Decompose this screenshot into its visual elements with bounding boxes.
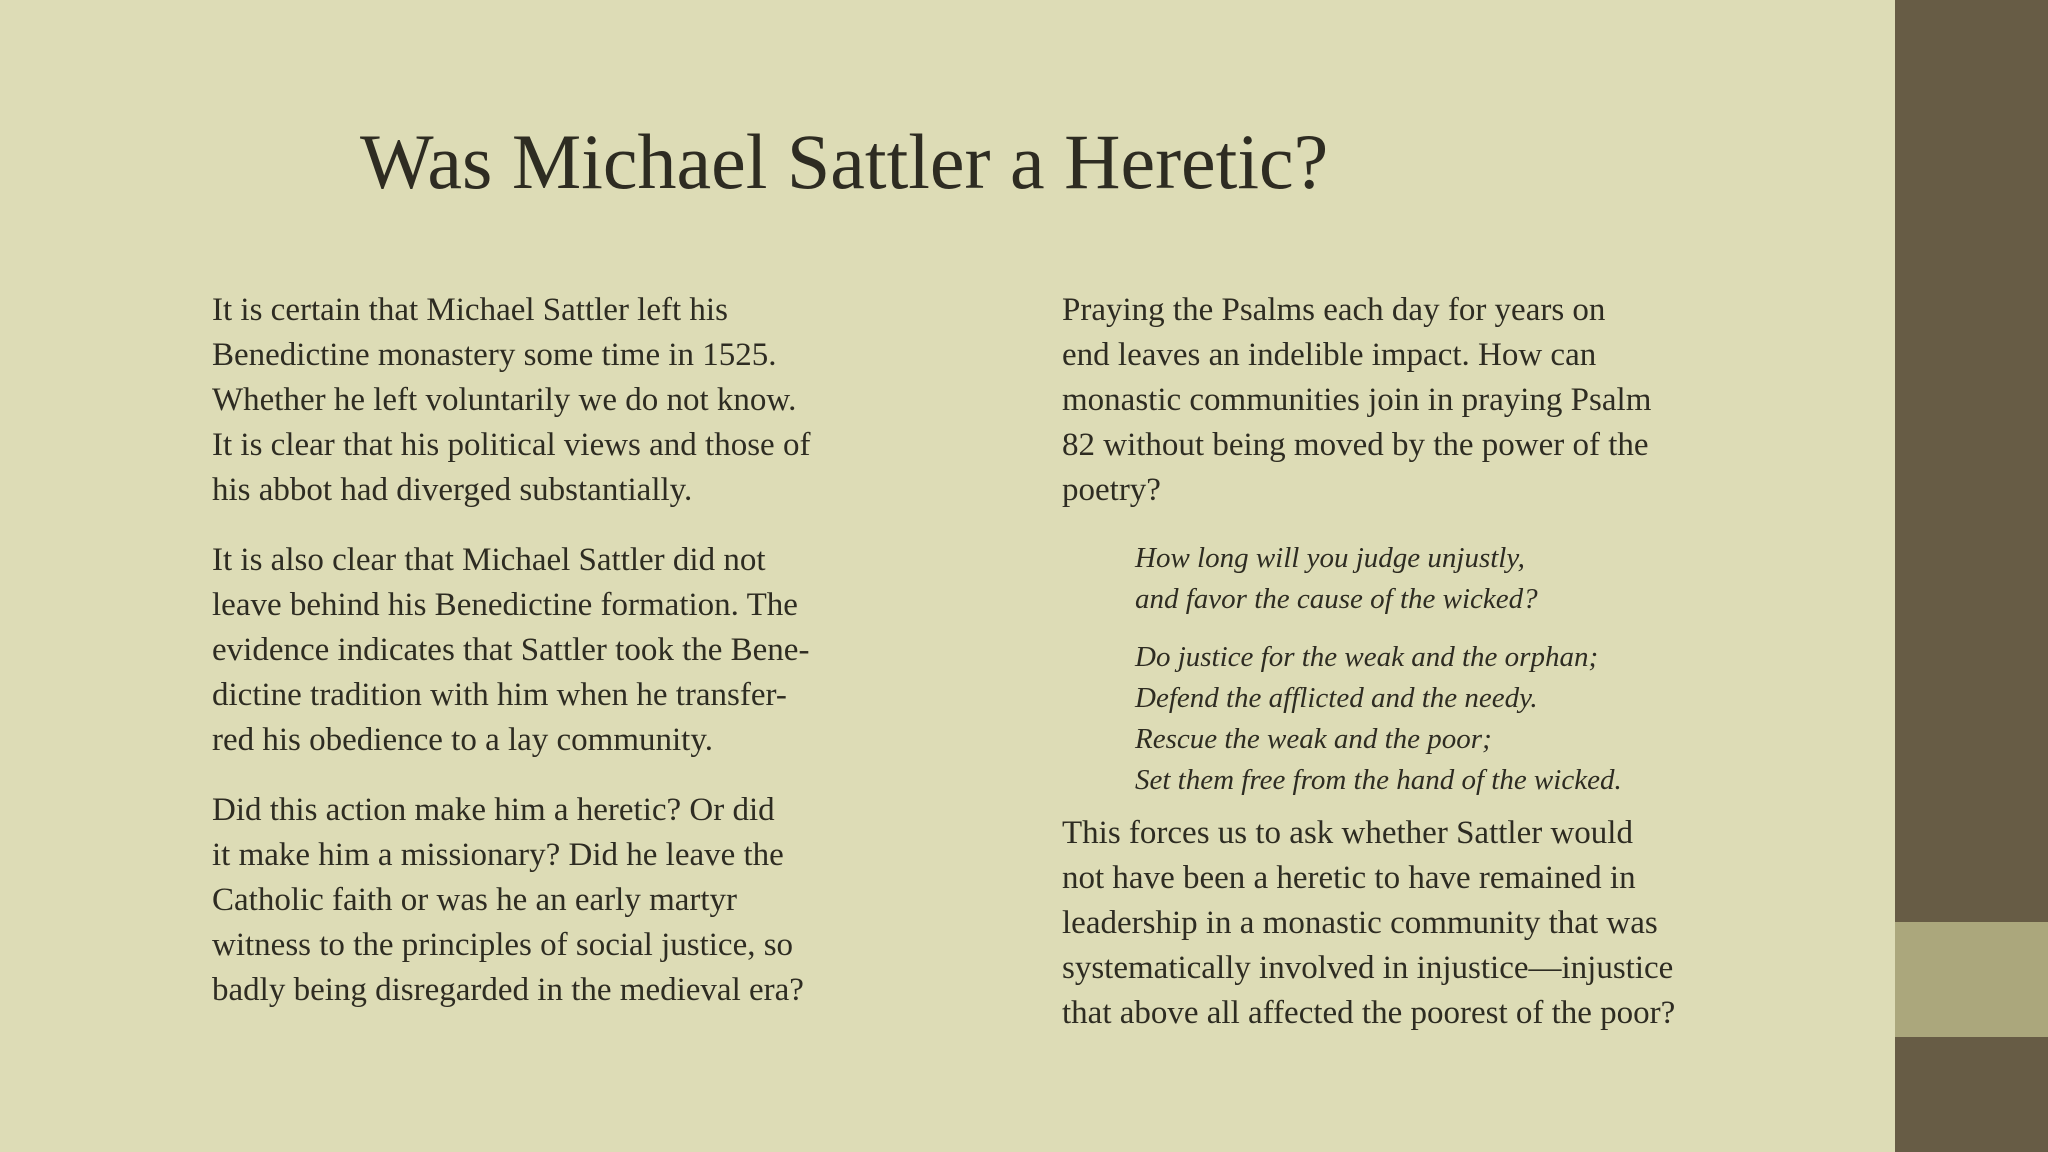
text-line: leadership in a monastic community that was: [1062, 905, 1658, 941]
quote-line: Do justice for the weak and the orphan;: [1135, 641, 1599, 673]
side-accent-block: [1895, 922, 2048, 1037]
paragraph-right-intro: [1032, 288, 1752, 513]
text-line: witness to the principles of social justice, so: [212, 927, 794, 963]
text-line: poetry?: [1062, 472, 1161, 508]
right-column: [1032, 288, 1752, 1061]
text-line: It is also clear that Michael Sattler did not: [212, 542, 766, 578]
text-line: It is clear that his political views and those of: [212, 427, 811, 463]
text-line: systematically involved in injustice—injustice: [1062, 950, 1674, 986]
text-line: Whether he left voluntarily we do not know.: [212, 382, 797, 418]
text-line: monastic communities join in praying Psalm: [1062, 382, 1652, 418]
quote-line: Set them free from the hand of the wicked.: [1135, 764, 1622, 796]
text-line: red his obedience to a lay community.: [212, 722, 713, 758]
text-line: it make him a missionary? Did he leave the: [212, 837, 784, 873]
quote-line: and favor the cause of the wicked?: [1135, 583, 1538, 615]
text-line: Did this action make him a heretic? Or did: [212, 792, 775, 828]
text-line: This forces us to ask whether Sattler would: [1062, 815, 1633, 851]
text-line: Praying the Psalms each day for years on: [1062, 292, 1606, 328]
text-line: leave behind his Benedictine formation. The: [212, 587, 798, 623]
paragraph-right-conclusion: [1032, 811, 1752, 1036]
quote-stanza: [1135, 637, 1752, 801]
slide-title: Was Michael Sattler a Heretic?: [360, 118, 1329, 205]
text-line: end leaves an indelible impact. How can: [1062, 337, 1597, 373]
left-column: [182, 288, 902, 1038]
text-line: Catholic faith or was he an early martyr: [212, 882, 738, 918]
text-line: evidence indicates that Sattler took the Bene-: [212, 632, 810, 668]
quote-line: Rescue the weak and the poor;: [1135, 723, 1492, 755]
text-line: that above all affected the poorest of the poor?: [1062, 995, 1676, 1031]
text-line: badly being disregarded in the medieval era?: [212, 972, 804, 1008]
paragraph-left-2: [182, 538, 902, 763]
quote-line: How long will you judge unjustly,: [1135, 542, 1525, 574]
quote-line: Defend the afflicted and the needy.: [1135, 682, 1538, 714]
text-line: his abbot had diverged substantially.: [212, 472, 693, 508]
paragraph-left-3: [182, 788, 902, 1013]
text-line: 82 without being moved by the power of the: [1062, 427, 1649, 463]
text-line: not have been a heretic to have remained in: [1062, 860, 1636, 896]
text-line: It is certain that Michael Sattler left his: [212, 292, 728, 328]
text-line: dictine tradition with him when he transfer-: [212, 677, 787, 713]
psalm-quote: [1135, 538, 1752, 801]
paragraph-left-1: [182, 288, 902, 513]
quote-stanza: [1135, 538, 1752, 620]
text-line: Benedictine monastery some time in 1525.: [212, 337, 777, 373]
